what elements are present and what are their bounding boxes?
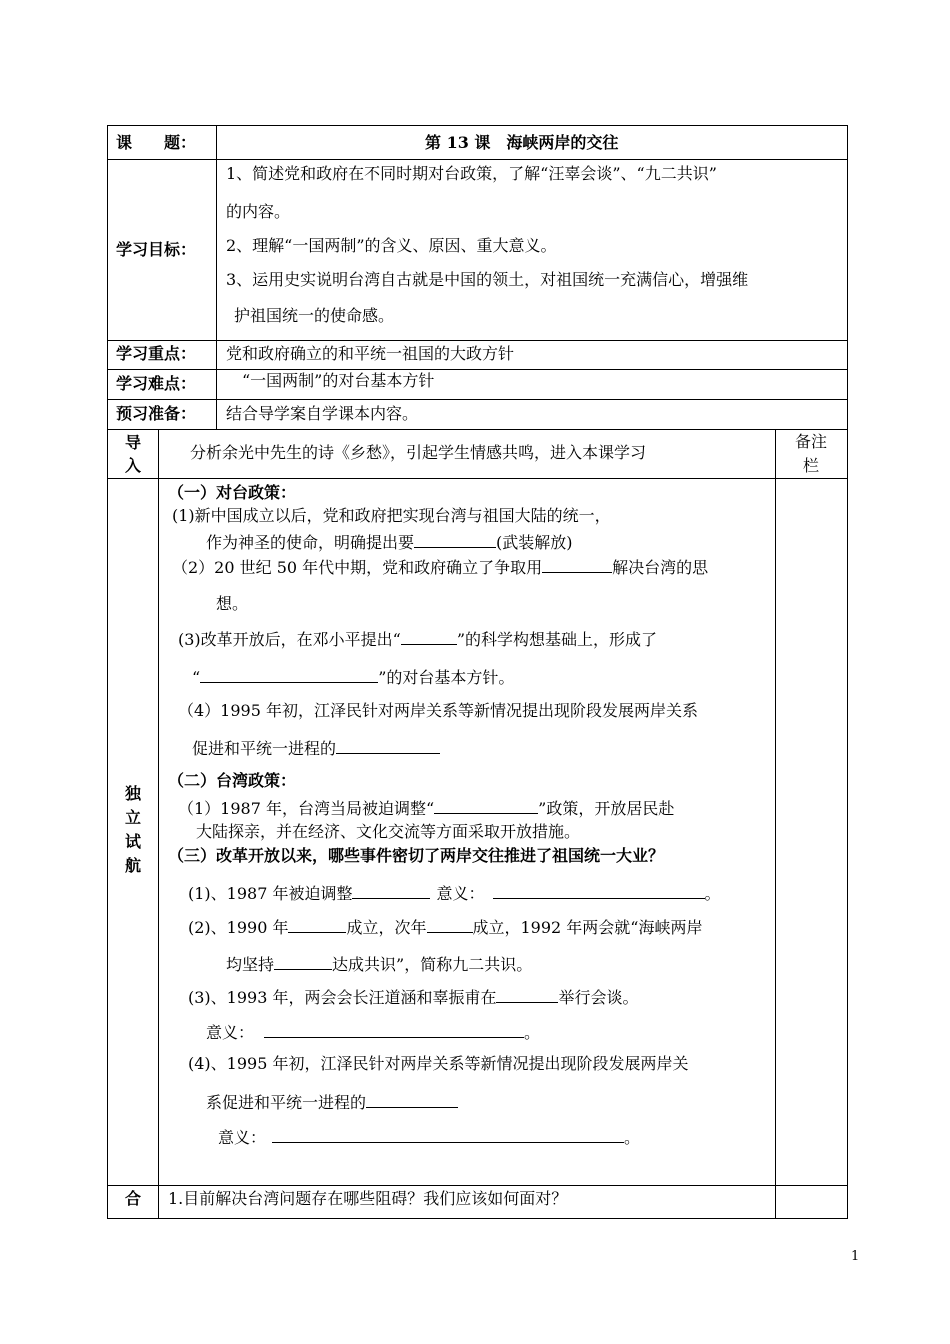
objective-line: 3、运用史实说明台湾自古就是中国的领土，对祖国统一充满信心，增强维 [226, 270, 749, 289]
study-text: 解决台湾的思 [612, 558, 709, 577]
answer-blank[interactable] [272, 1128, 624, 1143]
section-title: （一）对台政策： [168, 483, 297, 502]
self-study-label-char: 立 [125, 808, 142, 827]
study-text: 作为神圣的使命，明确提出要 [206, 533, 415, 552]
preparation-label: 预习准备： [116, 404, 197, 423]
objective-line: 护祖国统一的使命感。 [234, 306, 395, 325]
self-study-label-char: 独 [125, 784, 142, 803]
objective-line: 的内容。 [226, 202, 291, 221]
study-line: 大陆探亲，并在经济、文化交流等方面采取开放措施。 [196, 822, 581, 841]
answer-blank[interactable] [434, 799, 538, 814]
answer-blank[interactable] [542, 558, 612, 573]
self-study-label-char: 航 [125, 856, 142, 875]
study-line [178, 630, 657, 648]
answer-blank[interactable] [414, 533, 496, 548]
row-divider [107, 429, 848, 430]
difficulty-label: 学习难点： [116, 374, 197, 393]
answer-blank[interactable] [401, 630, 457, 645]
cooperate-label: 合 [125, 1189, 142, 1208]
objective-line: 2、理解“一国两制”的含义、原因、重大意义。 [226, 236, 557, 255]
study-text: 达成共识”，简称九二共识。 [332, 955, 533, 974]
lesson-title: 第 13 课 海峡两岸的交往 [425, 133, 619, 152]
answer-blank[interactable] [366, 1093, 458, 1108]
intro-text: 分析余光中先生的诗《乡愁》，引起学生情感共鸣，进入本课学习 [190, 443, 647, 462]
study-line [188, 884, 721, 902]
section-title: （二）台湾政策： [168, 771, 297, 790]
row-divider [107, 1185, 848, 1186]
study-line [188, 918, 703, 936]
study-text: 系促进和平统一进程的 [206, 1093, 367, 1112]
row-divider [107, 369, 848, 370]
answer-blank[interactable] [288, 918, 346, 933]
intro-label-char: 导 [125, 433, 142, 452]
study-text: (3)改革开放后，在邓小平提出“ [178, 630, 401, 649]
key-points-label: 学习重点： [116, 344, 197, 363]
study-text: 成立，1992 年两会就“海峡两岸 [472, 918, 703, 937]
study-text: (2)、1990 年 [188, 918, 289, 937]
study-text: 。 [624, 1128, 641, 1147]
study-line [172, 558, 708, 576]
answer-blank[interactable] [352, 884, 430, 899]
study-line [192, 739, 440, 757]
study-line [206, 1023, 540, 1041]
answer-blank[interactable] [336, 739, 440, 754]
study-text: 意义： [206, 1023, 255, 1042]
answer-blank[interactable] [496, 988, 558, 1003]
study-text: （2）20 世纪 50 年代中期，党和政府确立了争取用 [172, 558, 543, 577]
page-number: 1 [851, 1249, 860, 1264]
row-divider [107, 478, 848, 479]
answer-blank[interactable] [274, 955, 332, 970]
study-text: 。 [704, 884, 721, 903]
row-divider [107, 159, 848, 160]
study-line [178, 799, 674, 817]
study-line [188, 988, 639, 1006]
study-line [218, 1128, 640, 1146]
col-divider [775, 429, 776, 1219]
study-text: ”的科学构想基础上，形成了 [456, 630, 658, 649]
answer-blank[interactable] [264, 1023, 524, 1038]
row-divider [107, 399, 848, 400]
study-text: 促进和平统一进程的 [192, 739, 337, 758]
study-line [206, 533, 573, 551]
study-text: 举行会谈。 [558, 988, 639, 1007]
study-line [206, 1093, 458, 1111]
answer-blank[interactable] [200, 668, 378, 683]
cooperate-question: 1.目前解决台湾问题存在哪些阻碍？我们应该如何面对？ [168, 1189, 568, 1208]
col-divider [216, 125, 217, 429]
study-text: “ [192, 668, 201, 687]
study-line [192, 668, 514, 686]
study-line: （4）1995 年初，江泽民针对两岸关系等新情况提出现阶段发展两岸关系 [178, 701, 698, 720]
section-title: （三）改革开放以来，哪些事件密切了两岸交往推进了祖国统一大业？ [168, 846, 665, 865]
intro-label-char: 入 [125, 456, 142, 475]
row-divider [107, 340, 848, 341]
study-text: ”政策，开放居民赴 [538, 799, 675, 818]
study-line: (1)新中国成立以后，党和政府把实现台湾与祖国大陆的统一， [172, 506, 611, 525]
study-text: 成立，次年 [346, 918, 427, 937]
study-text: (1)、1987 年被迫调整 [188, 884, 353, 903]
study-text: 意义： [218, 1128, 267, 1147]
title-label: 课 题： [116, 133, 197, 152]
study-text: (3)、1993 年，两会会长汪道涵和辜振甫在 [188, 988, 497, 1007]
study-text: (武装解放) [496, 533, 573, 552]
answer-blank[interactable] [427, 918, 473, 933]
study-text: ”的对台基本方针。 [378, 668, 515, 687]
study-line: 想。 [216, 594, 249, 613]
key-points-text: 党和政府确立的和平统一祖国的大政方针 [226, 344, 515, 363]
study-text: （1）1987 年，台湾当局被迫调整“ [178, 799, 435, 818]
notes-header: 备注 [795, 432, 828, 451]
study-text: 意义： [436, 884, 485, 903]
study-text: 。 [524, 1023, 541, 1042]
study-text: 均坚持 [226, 955, 275, 974]
preparation-text: 结合导学案自学课本内容。 [226, 404, 419, 423]
self-study-label-char: 试 [125, 832, 142, 851]
difficulty-text: “一国两制”的对台基本方针 [242, 371, 435, 390]
answer-blank[interactable] [493, 884, 705, 899]
objectives-label: 学习目标： [116, 240, 197, 259]
objective-line: 1、简述党和政府在不同时期对台政策，了解“汪辜会谈”、“九二共识” [226, 164, 717, 183]
study-line [226, 955, 532, 973]
notes-header: 栏 [803, 456, 820, 475]
col-divider [158, 429, 159, 1219]
study-line: (4)、1995 年初，江泽民针对两岸关系等新情况提出现阶段发展两岸关 [188, 1054, 689, 1073]
